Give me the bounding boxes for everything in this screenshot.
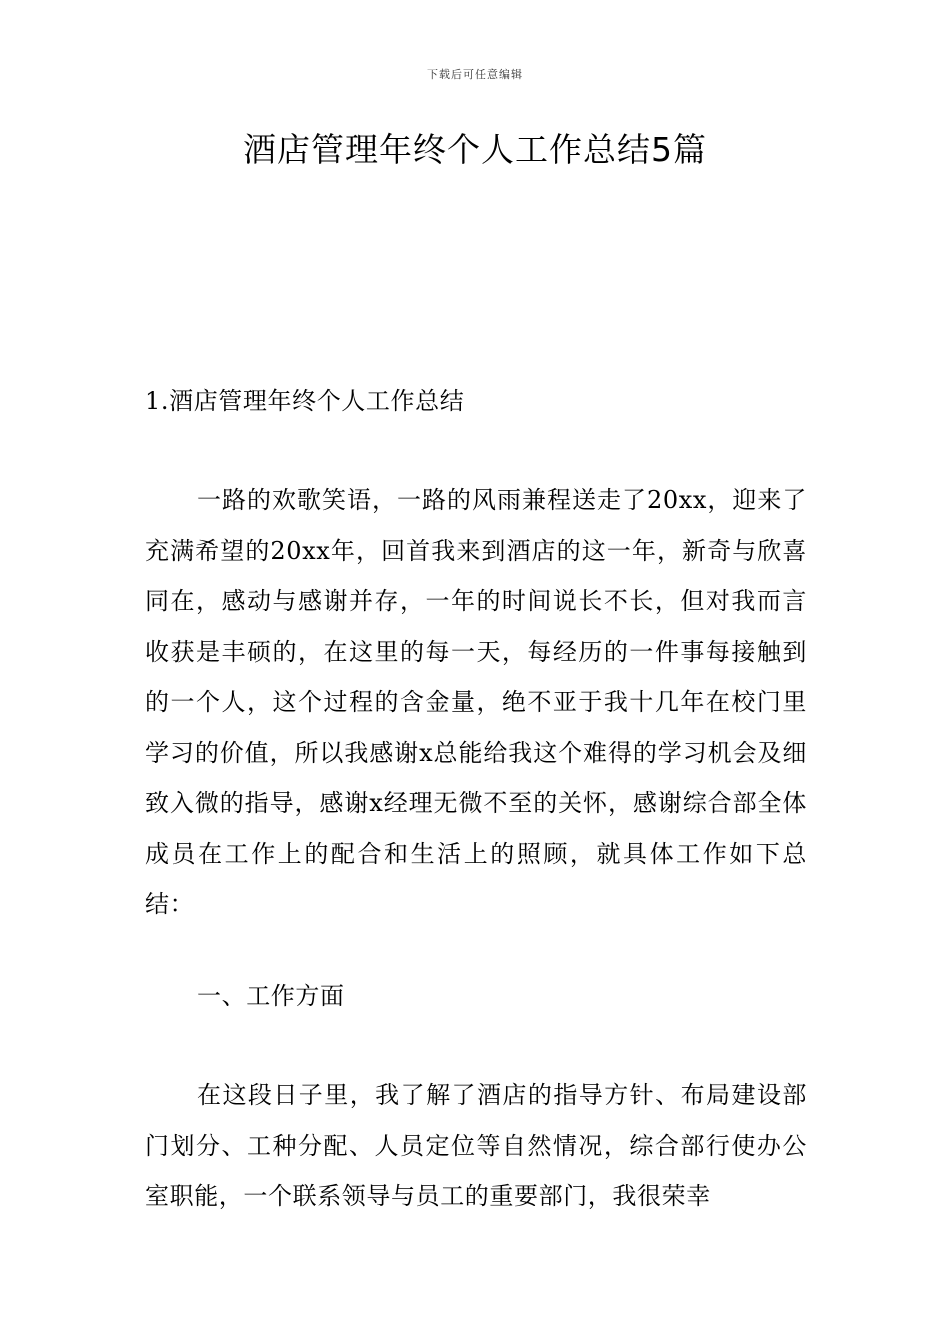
sub-heading-work: 一、工作方面 xyxy=(197,982,345,1010)
header-note: 下载后可任意编辑 xyxy=(427,68,523,81)
section-heading: 1.酒店管理年终个人工作总结 xyxy=(145,387,465,415)
document-title: 酒店管理年终个人工作总结5篇 xyxy=(243,130,707,169)
paragraph-intro: 一路的欢歌笑语，一路的风雨兼程送走了20xx，迎来了充满希望的20xx年，回首我来到酒店的这一年，新奇与欣喜同在，感动与感谢并存，一年的时间说长不长，但对我而言收获是丰硕的，在这里的每一天，每经历的一件事每接触到的一个人，这个过程的含金量，绝不亚于我十几年在校门里学习的价值，所以我感谢x总能给我这个难得的学习机会及细致入微的指导，感谢x经理无微不至的关怀，感谢综合部全体成员在工作上的配合和生活上的照顾，就具体工作如下总结： xyxy=(145,486,807,918)
paragraph-work: 在这段日子里，我了解了酒店的指导方针、布局建设部门划分、工种分配、人员定位等自然情况，综合部行使办公室职能，一个联系领导与员工的重要部门，我很荣幸 xyxy=(145,1081,807,1210)
